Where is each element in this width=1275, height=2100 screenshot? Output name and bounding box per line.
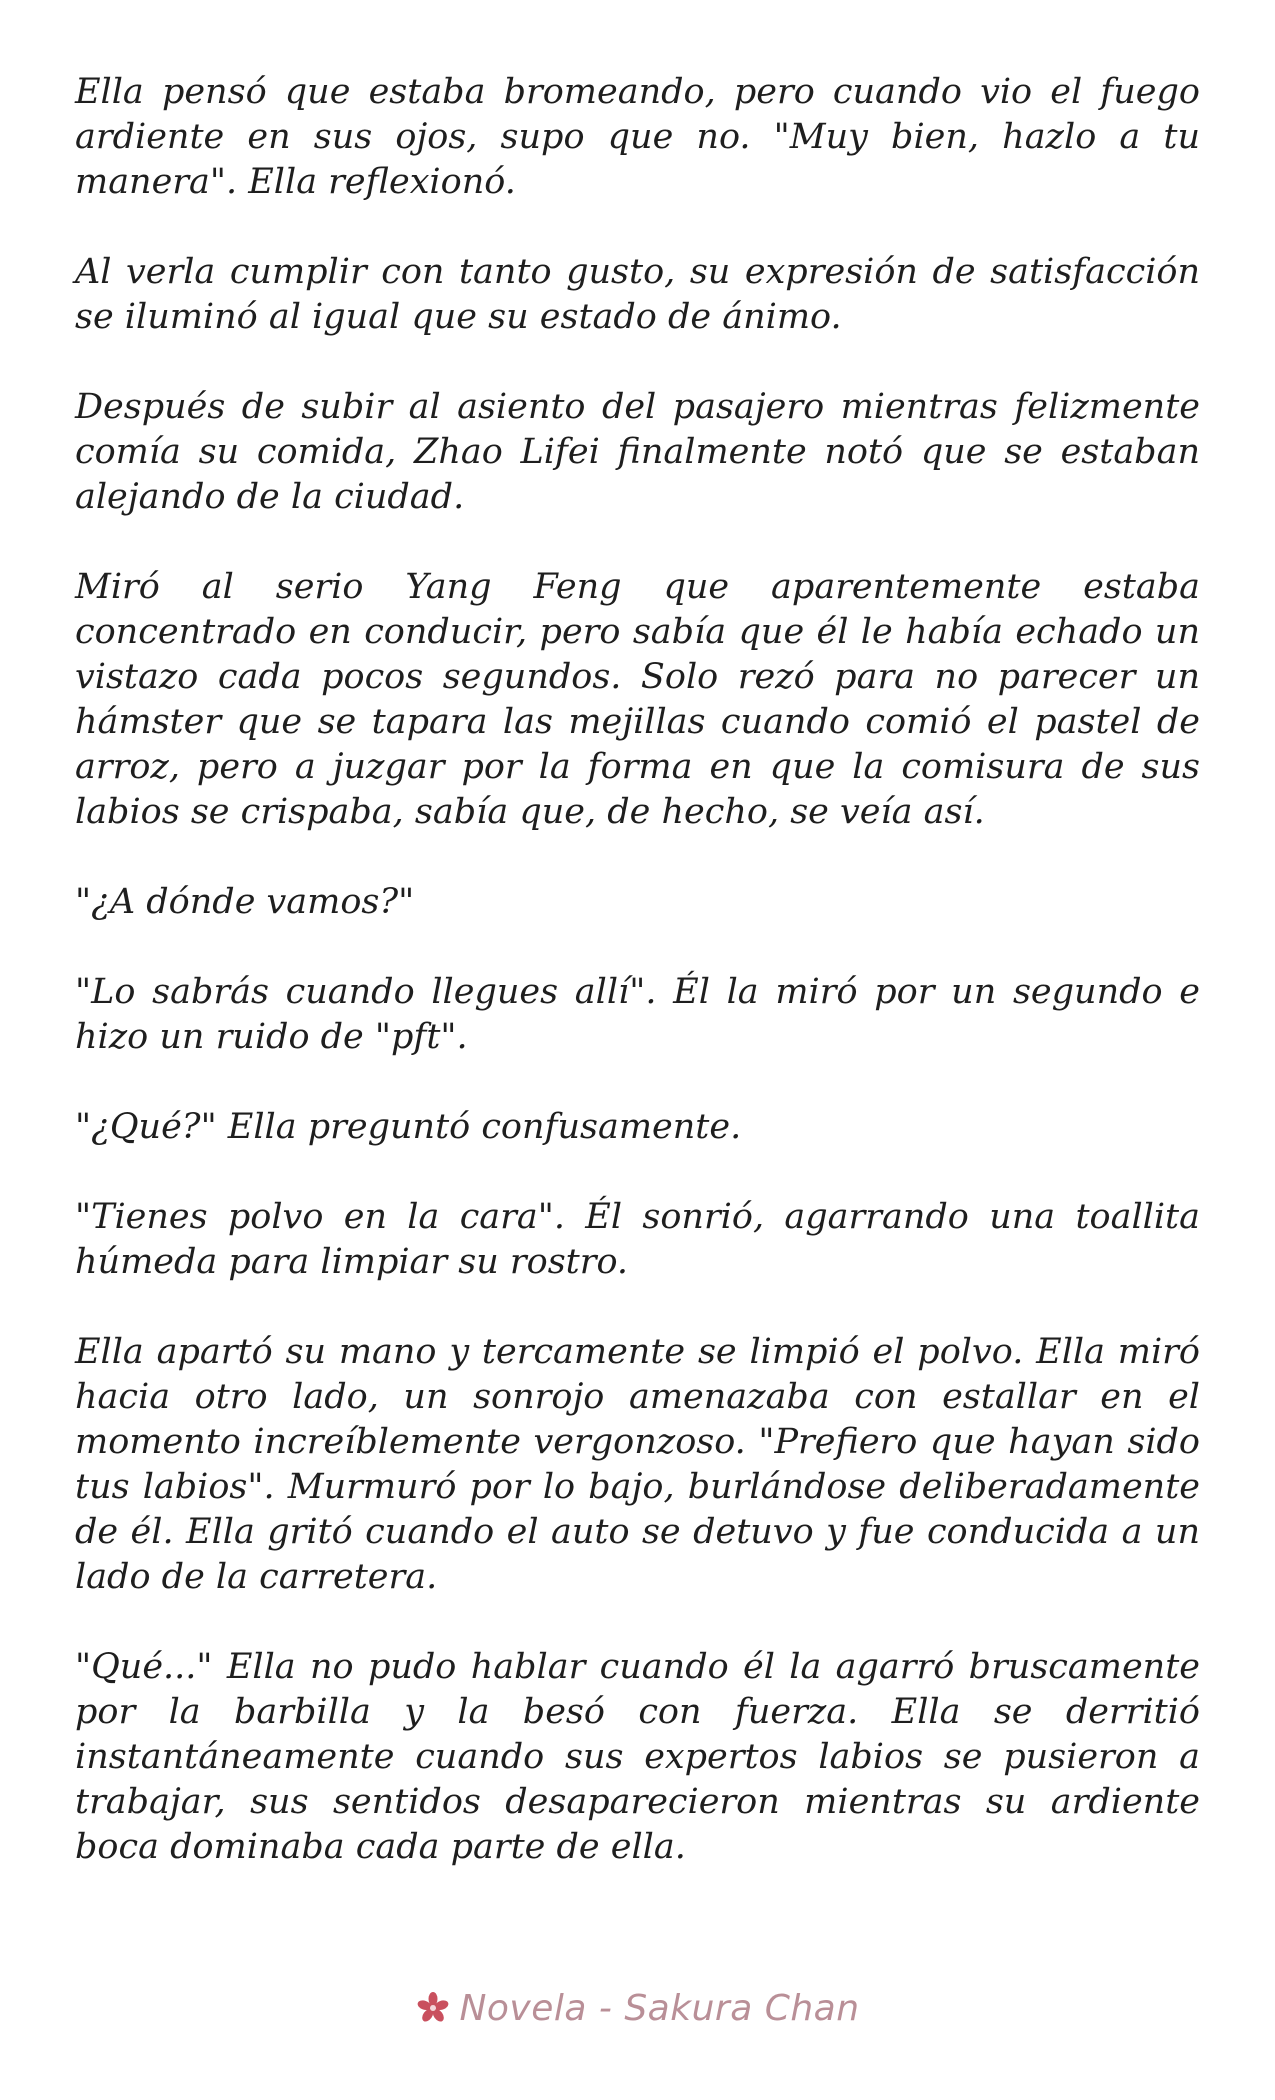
sakura-blossom-icon [415,1990,451,2026]
paragraph: "Lo sabrás cuando llegues allí". Él la miró por un segundo e hizo un ruido de "pft". [75,972,1200,1057]
paragraph: "¿Qué?" Ella preguntó confusamente. [75,1107,742,1147]
paragraph: Al verla cumplir con tanto gusto, su expresión de satisfacción se iluminó al igual que su estado de ánimo. [75,252,1200,337]
chapter-text [75,70,1200,1870]
paragraph: Ella apartó su mano y tercamente se limpió el polvo. Ella miró hacia otro lado, un sonrojo amenazaba con estallar en el momento increíblemente vergonzoso. "Prefiero que hayan sido tus labios". Murmuró por lo bajo, burlándose deliberadamente de él. Ella gritó cuando el auto se detuvo y fue conducida a un lado de la carretera. [75,1332,1200,1597]
paragraph: Después de subir al asiento del pasajero mientras felizmente comía su comida, Zhao Lifei finalmente notó que se estaban alejando de la ciudad. [75,387,1200,517]
paragraph: "Qué..." Ella no pudo hablar cuando él la agarró bruscamente por la barbilla y la besó con fuerza. Ella se derritió instantáneamente cuando sus expertos labios se pusieron a trabajar, sus sentidos desaparecieron mientras su ardiente boca dominaba cada parte de ella. [75,1647,1200,1867]
paragraph: "¿A dónde vamos?" [75,882,415,922]
paragraph: "Tienes polvo en la cara". Él sonrió, agarrando una toallita húmeda para limpiar su rostro. [75,1197,1200,1282]
paragraph: Miró al serio Yang Feng que aparentemente estaba concentrado en conducir, pero sabía que él le había echado un vistazo cada pocos segundos. Solo rezó para no parecer un hámster que se tapara las mejillas cuando comió el pastel de arroz, pero a juzgar por la forma en que la comisura de sus labios se crispaba, sabía que, de hecho, se veía así. [75,567,1200,832]
paragraph: Ella pensó que estaba bromeando, pero cuando vio el fuego ardiente en sus ojos, supo que no. "Muy bien, hazlo a tu manera". Ella reflexionó. [75,72,1200,202]
watermark-text: Novela - Sakura Chan [459,1987,860,2029]
watermark [0,1983,1275,2033]
